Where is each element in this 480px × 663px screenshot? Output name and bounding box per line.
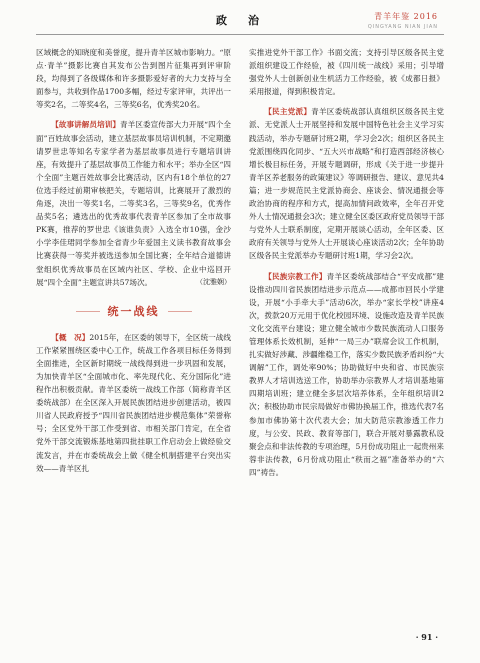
yearbook-brand: 青羊年鉴 2016 [374, 12, 438, 21]
section-header-title: 政 治 [216, 14, 264, 27]
subheading-overview: 【概 况】 [51, 332, 90, 342]
subheading-democratic-parties: 【民主党派】 [264, 107, 312, 117]
yearbook-subtitle: QINGYANG NIAN JIAN [367, 24, 438, 30]
left-column [36, 46, 231, 622]
header-divider [36, 34, 444, 35]
paragraph-democratic-parties-text: 青羊区委统战部认真组织区级各民主党派、无党派人士开展坚持和发展中国特色社会主义学习实践活动，举办专题研讨班2期，学习会2次；组织区各民主党派围绕四化同步、“五大兴市战略”和打造西部经济核心增长极目标任务，开展专题调研，形成《关于进一步提升青羊区养老服务的政策建议》等调研报告、建议、意见共4篇；进一步规范民主党派协商会、座谈会、情况通报会等政治协商的程序和方式，提高加情问政效率，全年召开党外人士情况通报会3次；建立健全区委区政府党员领导干部与党外人士联系制度，定期开展谈心活动，全年区委、区政府有关领导与党外人士开展谈心座谈活动2次；全年协助区级各民主党派举办专题研讨班1期，学习会2次。 [249, 107, 444, 261]
paragraph-ethnic-religious [249, 270, 444, 480]
section-title: 统一战线 [36, 303, 231, 319]
paragraph-overview [36, 331, 231, 475]
paragraph-overview-text: 2015年，在区委的领导下，全区统一战线工作紧紧围绕区委中心工作，统战工作各项目标任务得到全面推进，全区新时期统一战线得到进一步巩固和发展，为加快青羊区“全面城市化、率先现代化、充分国际化”进程作出积极贡献。青羊区委统一战线工作部（简称青羊区委统战部）在全区深入开展民族团结进步创建活动，被四川省人民政府授予“四川省民族团结进步模范集体”荣誉称号；全区党外干部工作受到省、市相关部门肯定，在全省党外干部交流锻炼基地第四批挂职工作启动会上做经验交流发言，并在市委统战会上做《健全机制搭建平台突出实效——青羊区扎 [36, 332, 231, 473]
subheading-storyteller-training: 【故事讲解员培训】 [51, 120, 121, 130]
author-credit: （沈雅娴） [196, 277, 231, 286]
paragraph-storyteller-training [36, 118, 231, 288]
right-column [249, 46, 444, 622]
paragraph-continuation: 实推进党外干部工作》书面交流；支持引导区级各民主党派组织建设工作经验，被《四川统一战线》采用；引导增强党外人士创新创业生机活力工作经验，被《成都日报》采用报道，得到积极肯定。 [249, 48, 444, 97]
paragraph-ethnic-religious-text: 青羊区委统战部结合“平安成都”建设推动四川省民族团结进步示范点——成都市回民小学建设，开展“小手牵大手”活动6次，举办“家长学校”讲座4次，拨款20万元用于优化校园环境、设施改造及青羊民族文化交流平台建设；建立健全城市少数民族流动人口服务管理体系长效机制，延伸“一局三办”联席会议工作机制，扎实做好涉藏、涉疆维稳工作，落实少数民族矛盾纠纷“大调解”工作，调处率90%；协助做好中央和省、市民族宗教界人才培训选送工作，协助举办宗教界人才培训基地第四期培训班；建立健全多层次培养体系，全年组织培训2次；积极协助市民宗局做好市佛协换届工作，推选代表7名参加市佛协第十次代表大会；加大防范宗教渗透工作力度，与公安、民政、教育等部门，联合开展对暴露教私设聚会点和非法传教的专项治理，5月份成功阻止一起贵州来蓉非法传教，6月份成功阻止“秩而之福”准备举办的“六四”祷告。 [249, 271, 444, 477]
paragraph-photo-contest: 区域概念的知晓度和美誉度，提升青羊区城市影响力。“原点·青羊”摄影比赛自其发布公告到图片征集再到评审阶段，均得到了各级媒体和许多摄影爱好者的大力支持与全面参与，共收到作品1700多幅，经过专家评审，共评出一等奖2名，二等奖4名，三等奖6名，优秀奖20名。 [36, 48, 231, 110]
paragraph-democratic-parties [249, 105, 444, 262]
paragraph-storyteller-training-text: 青羊区委宣传部大力开展“四个全面”百姓故事会活动，建立基层故事员培训机制，不定期邀请罗世忠等知名专家学者为基层故事员进行专题培训讲座，有效提升了基层故事员工作能力和水平；举办全区“四个全面”主题百姓故事会比赛活动，区内有18个单位的27位选手经过前期审核把关，专题培训，比赛展开了激烈的角逐，决出一等奖1名，二等奖3名，三等奖9名，优秀作品奖5名；遴选出的优秀故事代表青羊区参加了全市故事PK赛，推荐的罗世忠《该谁负责》入选全市10强，金沙小学李佳珺同学参加全省青少年爱国主义读书教育故事会比赛获得一等奖并被选送参加全国比赛；全年结合道德讲堂组织优秀故事员在区域内社区、学校、企业中巡回开展“四个全面”主题宣讲共57场次。 [36, 120, 231, 287]
page-number: · 91 · [415, 632, 438, 642]
page-header [0, 0, 480, 40]
subheading-ethnic-religious: 【民族宗教工作】 [264, 271, 327, 281]
